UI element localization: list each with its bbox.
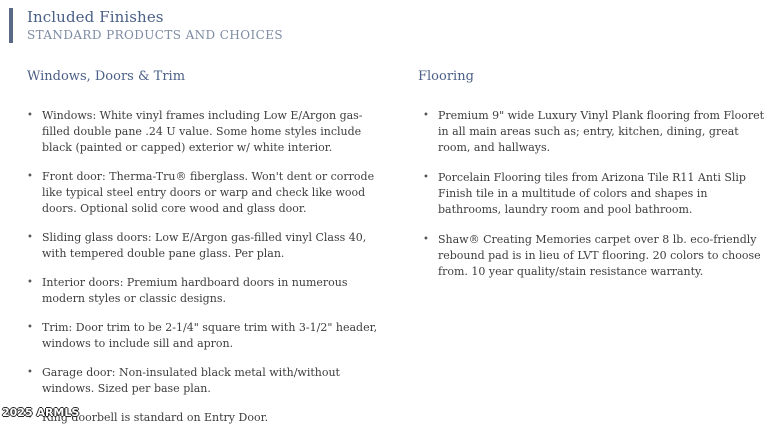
list-item: • Porcelain Flooring tiles from Arizona Tile R11 Anti Slip Finish tile in a multitude of colors and shapes in bathrooms, laundry room and pool bathroom. bbox=[423, 170, 768, 218]
list-item: • Trim: Door trim to be 2-1/4" square trim with 3-1/2" header, windows to include sill and apron. bbox=[27, 320, 387, 352]
section-title-flooring: Flooring bbox=[418, 69, 474, 84]
page-title: Included Finishes bbox=[27, 8, 164, 26]
list-item: • Interior doors: Premium hardboard doors in numerous modern styles or classic designs. bbox=[27, 275, 387, 307]
list-item: • Ring doorbell is standard on Entry Door. bbox=[27, 410, 387, 426]
list-item: • Front door: Therma-Tru® fiberglass. Won't dent or corrode like typical steel entry doors or warp and check like wood doors. Optional solid core wood and glass door. bbox=[27, 169, 387, 217]
list-item: • Garage door: Non-insulated black metal with/without windows. Sized per base plan. bbox=[27, 365, 387, 397]
list-item: • Sliding glass doors: Low E/Argon gas-filled vinyl Class 40, with tempered double pane glass. Per plan. bbox=[27, 230, 387, 262]
list-item: • Premium 9" wide Luxury Vinyl Plank flooring from Flooret in all main areas such as; entry, kitchen, dining, great room, and hallways. bbox=[423, 108, 768, 156]
section-title-windows-doors-trim: Windows, Doors & Trim bbox=[27, 69, 186, 84]
copyright-watermark: 2025 ARMLS bbox=[2, 406, 80, 419]
windows-doors-trim-list bbox=[27, 108, 387, 439]
list-item: • Shaw® Creating Memories carpet over 8 lb. eco-friendly rebound pad is in lieu of LVT flooring. 20 colors to choose from. 10 year quality/stain resistance warranty. bbox=[423, 232, 768, 280]
page-subtitle: STANDARD PRODUCTS AND CHOICES bbox=[27, 28, 283, 42]
list-item: • Windows: White vinyl frames including Low E/Argon gas-filled double pane .24 U value. Some home styles include black (painted or capped) exterior w/ white interior. bbox=[27, 108, 387, 156]
flooring-list bbox=[423, 108, 768, 294]
header-accent-bar bbox=[9, 8, 13, 43]
